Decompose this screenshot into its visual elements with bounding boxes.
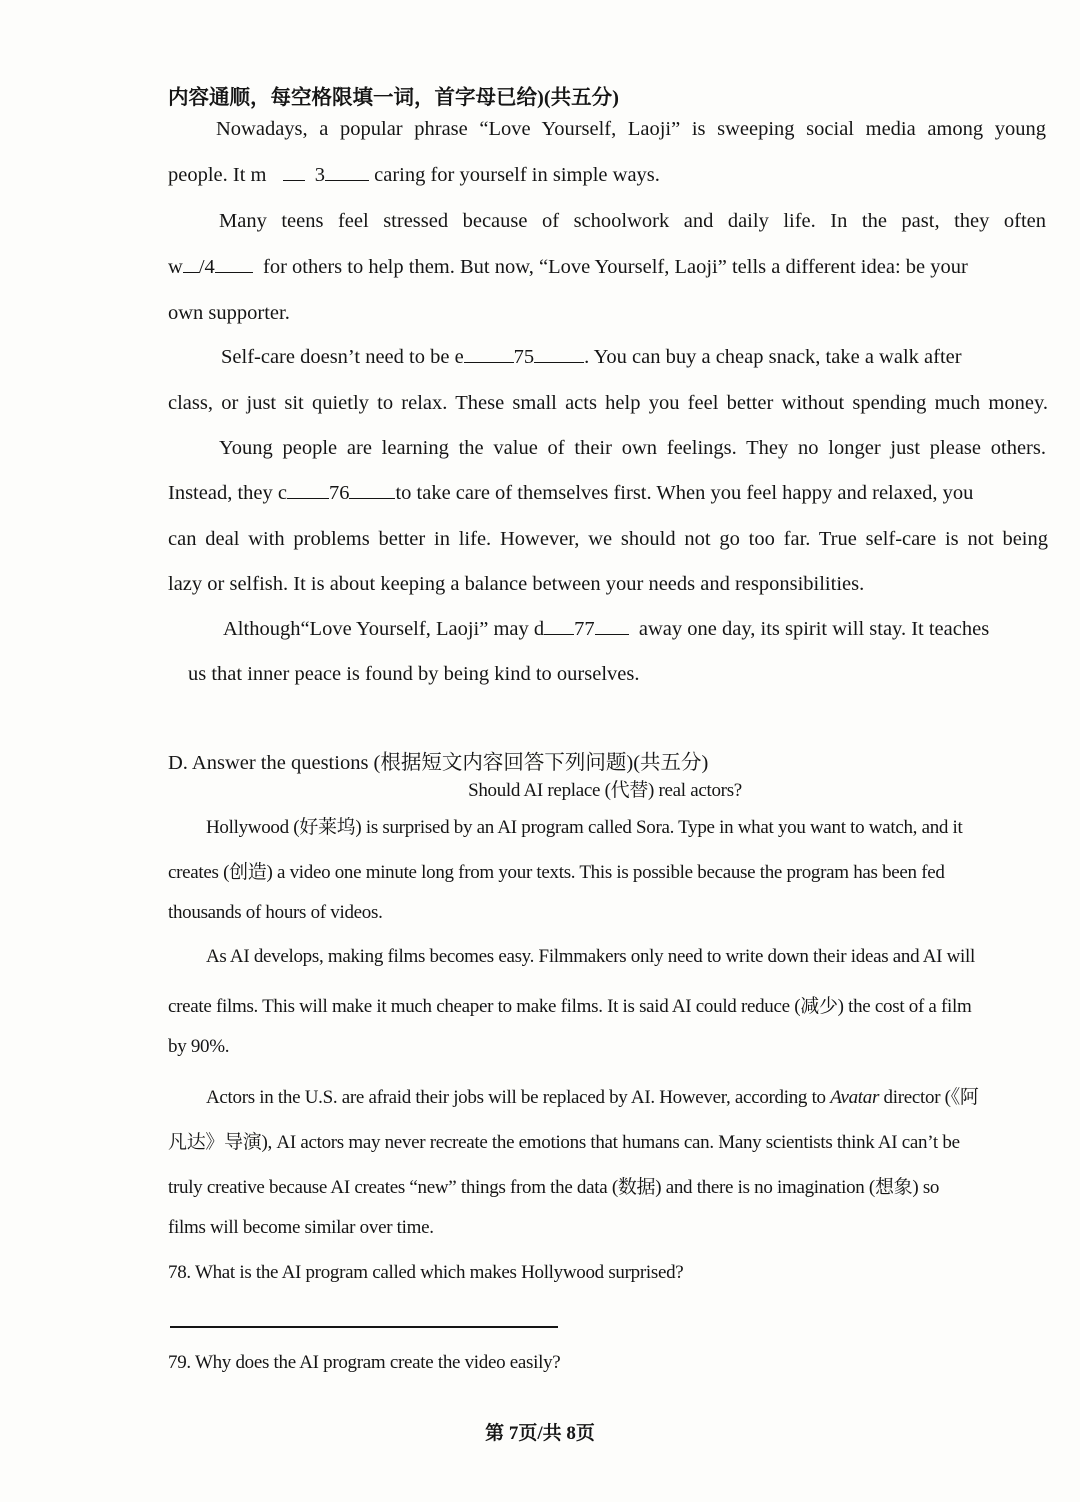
article-title: Should AI replace (代替) real actors? — [468, 780, 742, 801]
d-p3-line4: films will become similar over time. — [168, 1217, 434, 1238]
blank-73-lead — [283, 180, 305, 181]
c-p2-text-a: w — [168, 256, 183, 278]
blank-74-number: /4 — [198, 256, 215, 278]
question-79: 79. Why does the AI program create the video easily? — [168, 1352, 561, 1373]
d-p1-line1: Hollywood (好莱坞) is surprised by an AI program called Sora. Type in what you want to watch, and it — [206, 817, 963, 838]
section-d-heading: D. Answer the questions (根据短文内容回答下列问题)(共五分) — [168, 752, 709, 774]
d-p3-line3: truly creative because AI creates “new” things from the data (数据) and there is no imagination (想象) so — [168, 1177, 940, 1198]
blank-76-tail — [349, 498, 395, 499]
d-p3-text-b: director (《阿 — [879, 1087, 979, 1108]
c-p4-line1: Young people are learning the value of their own feelings. They no longer just please others. — [219, 437, 1046, 459]
blank-77-number: 77 — [574, 618, 595, 640]
c-p3-text-b: . You can buy a cheap snack, take a walk after — [584, 346, 962, 368]
c-p3-text-a: Self-care doesn’t need to be e — [221, 346, 464, 368]
c-p2-line3: own supporter. — [168, 302, 290, 324]
c-p3-line2: class, or just sit quietly to relax. These small acts help you feel better without spending much money. — [168, 392, 1048, 414]
c-p5-text-a: Although“Love Yourself, Laoji” may d — [223, 618, 545, 640]
d-p1-line3: thousands of hours of videos. — [168, 902, 383, 923]
blank-76-number: 76 — [328, 482, 350, 504]
blank-73-number: 3 — [314, 164, 325, 186]
blank-75-tail — [534, 362, 584, 363]
c-p4-line4: lazy or selfish. It is about keeping a balance between your needs and responsibilities. — [168, 573, 865, 595]
blank-74-lead — [183, 272, 199, 273]
d-p2-line1: As AI develops, making films becomes easy. Filmmakers only need to write down their ideas and AI will — [206, 946, 975, 967]
c-p3-line1 — [221, 346, 1080, 369]
blank-74-tail — [215, 272, 253, 273]
c-p5-line2: us that inner peace is found by being kind to ourselves. — [188, 663, 640, 685]
c-p2-line1: Many teens feel stressed because of schoolwork and daily life. In the past, they often — [219, 210, 1046, 232]
blank-75-lead — [464, 362, 514, 363]
d-p2-line2: create films. This will make it much cheaper to make films. It is said AI could reduce (减少) the cost of a film — [168, 996, 972, 1017]
c-p1-text-a: people. It m — [168, 164, 267, 186]
c-p4-line3: can deal with problems better in life. However, we should not go too far. True self-care is not being — [168, 528, 1048, 550]
c-p4-text-b: to take care of themselves first. When you feel happy and relaxed, you — [395, 482, 974, 504]
page-footer: 第 7页/共 8页 — [485, 1423, 595, 1444]
blank-76-lead — [287, 498, 329, 499]
answer-line-78[interactable] — [170, 1326, 558, 1328]
c-p1-line1: Nowadays, a popular phrase “Love Yourself, Laoji” is sweeping social media among young — [216, 118, 1046, 140]
d-p1-line2: creates (创造) a video one minute long from your texts. This is possible because the program has been fed — [168, 862, 945, 883]
blank-73-tail — [325, 180, 369, 181]
c-p4-line2 — [168, 482, 1048, 505]
d-p3-line1 — [206, 1082, 1080, 1109]
c-p1-text-b: caring for yourself in simple ways. — [374, 164, 660, 186]
d-p3-text-a: Actors in the U.S. are afraid their jobs will be replaced by AI. However, according to — [206, 1087, 831, 1108]
c-p2-text-b: for others to help them. But now, “Love Yourself, Laoji” tells a different idea: be your — [263, 256, 968, 278]
d-p2-line3: by 90%. — [168, 1036, 230, 1057]
blank-77-tail — [595, 634, 629, 635]
section-c-instruction-tail: 内容通顺，每空格限填一词，首字母已给)(共五分) — [168, 87, 619, 109]
c-p1-line2 — [168, 164, 1048, 187]
avatar-title: Avatar — [830, 1087, 880, 1108]
c-p5-text-b: away one day, its spirit will stay. It teaches — [638, 618, 990, 640]
blank-77-lead — [544, 634, 574, 635]
blank-75-number: 75 — [513, 346, 535, 368]
c-p4-text-a: Instead, they c — [168, 482, 287, 504]
c-p5-line1 — [223, 618, 1080, 641]
question-78: 78. What is the AI program called which makes Hollywood surprised? — [168, 1262, 684, 1283]
d-p3-line2: 凡达》导演), AI actors may never recreate the emotions that humans can. Many scientists think AI can’t be — [168, 1132, 960, 1153]
c-p2-line2 — [168, 256, 1048, 279]
